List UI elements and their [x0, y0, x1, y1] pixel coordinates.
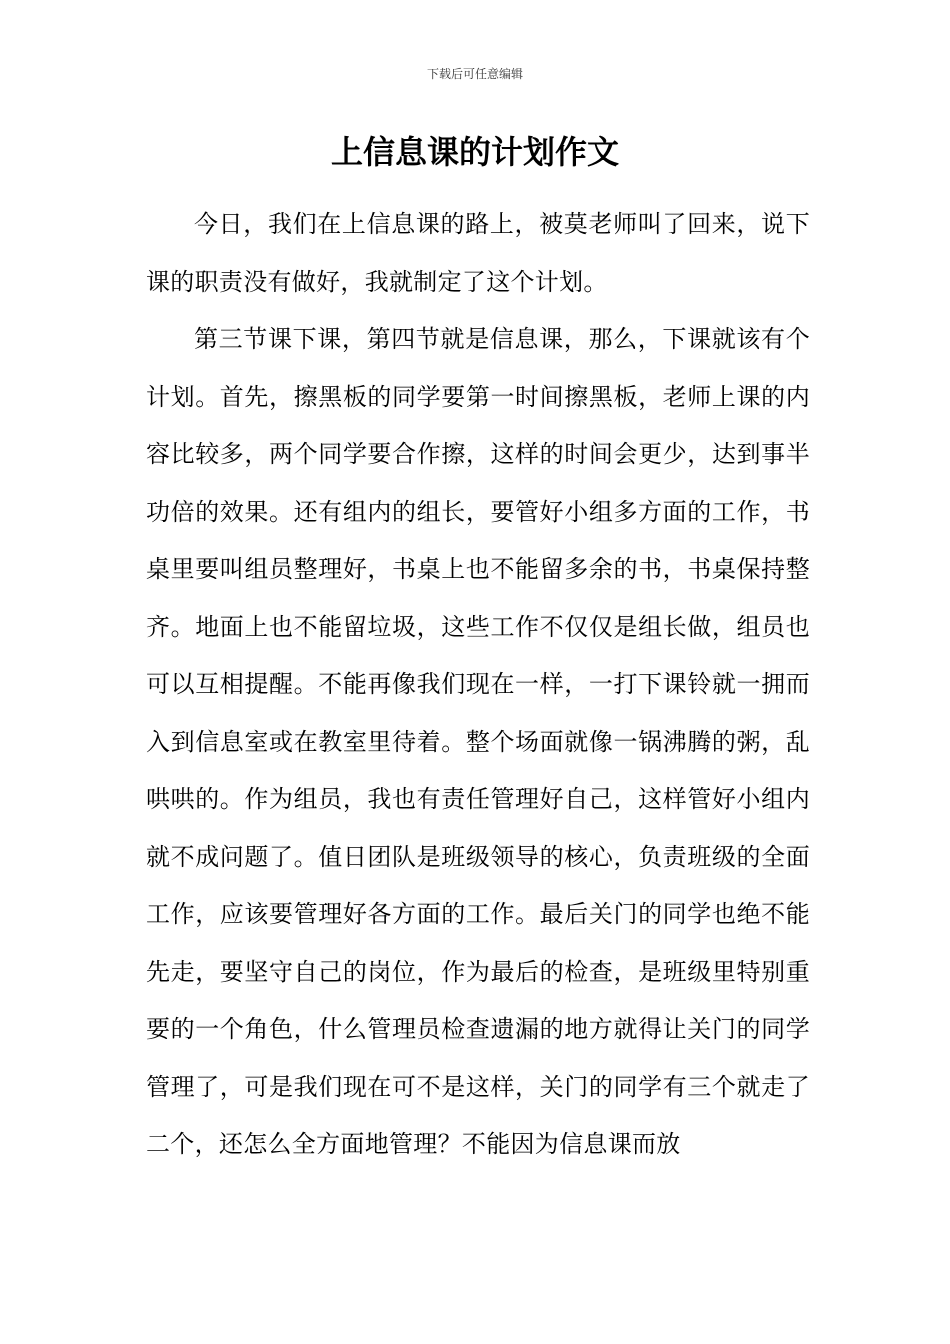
paragraph-2: 第三节课下课，第四节就是信息课，那么，下课就该有个计划。首先，擦黑板的同学要第一时间擦黑板，老师上课的内容比较多，两个同学要合作擦，这样的时间会更少，达到事半功倍的效果。还有组内的组长，要管好小组多方面的工作，书桌里要叫组员整理好，书桌上也不能留多余的书，书桌保持整齐。地面上也不能留垃圾，这些工作不仅仅是组长做，组员也可以互相提醒。不能再像我们现在一样，一打下课铃就一拥而入到信息室或在教室里待着。整个场面就像一锅沸腾的粥，乱哄哄的。作为组员，我也有责任管理好自己，这样管好小组内就不成问题了。值日团队是班级领导的核心，负责班级的全面工作，应该要管理好各方面的工作。最后关门的同学也绝不能先走，要坚守自己的岗位，作为最后的检查，是班级里特别重要的一个角色，什么管理员检查遗漏的地方就得让关门的同学管理了，可是我们现在可不是这样，关门的同学有三个就走了二个，还怎么全方面地管理？不能因为信息课而放: [146, 325, 810, 1158]
document-title: 上信息课的计划作文: [330, 133, 619, 171]
document-body: [146, 196, 810, 1174]
paragraph-1: 今日，我们在上信息课的路上，被莫老师叫了回来，说下课的职责没有做好，我就制定了这个计划。: [146, 210, 810, 296]
page-header: 下载后可任意编辑: [426, 67, 523, 81]
